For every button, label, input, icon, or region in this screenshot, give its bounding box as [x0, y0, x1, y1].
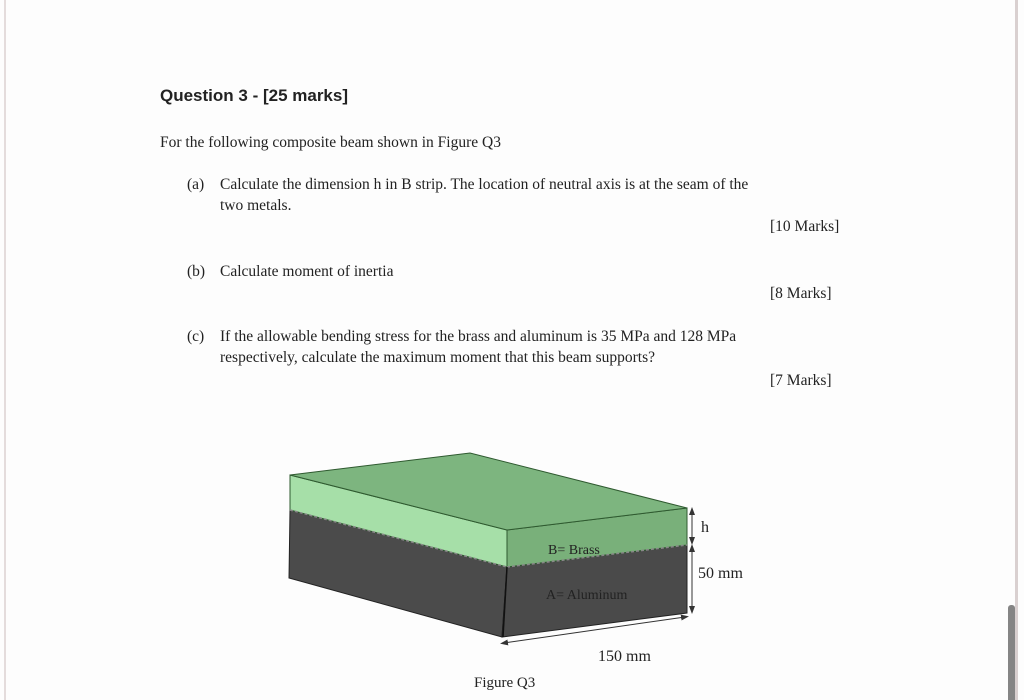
part-b-text: Calculate moment of inertia [220, 263, 394, 280]
width-label: 150 mm [598, 648, 651, 665]
part-a-text-2: two metals. [220, 197, 292, 214]
part-b-label: (b) [187, 263, 206, 280]
question-intro: For the following composite beam shown in Figure Q3 [160, 134, 501, 151]
aluminum-label: A= Aluminum [546, 588, 628, 603]
part-a-text: Calculate the dimension h in B strip. The location of neutral axis is at the seam of the [220, 176, 749, 193]
figure-caption: Figure Q3 [474, 675, 536, 691]
height-label: 50 mm [698, 565, 743, 582]
part-c-label: (c) [187, 328, 205, 345]
question-heading: Question 3 - [25 marks] [160, 86, 349, 105]
part-b-marks: [8 Marks] [770, 285, 832, 302]
part-c-text: If the allowable bending stress for the brass and aluminum is 35 MPa and 128 MPa [220, 328, 737, 345]
h-label: h [701, 519, 709, 536]
part-a-marks: [10 Marks] [770, 218, 840, 235]
brass-label: B= Brass [548, 543, 600, 558]
part-c-text-2: respectively, calculate the maximum moment that this beam supports? [220, 349, 656, 366]
part-a-label: (a) [187, 176, 205, 193]
part-c-marks: [7 Marks] [770, 372, 832, 389]
